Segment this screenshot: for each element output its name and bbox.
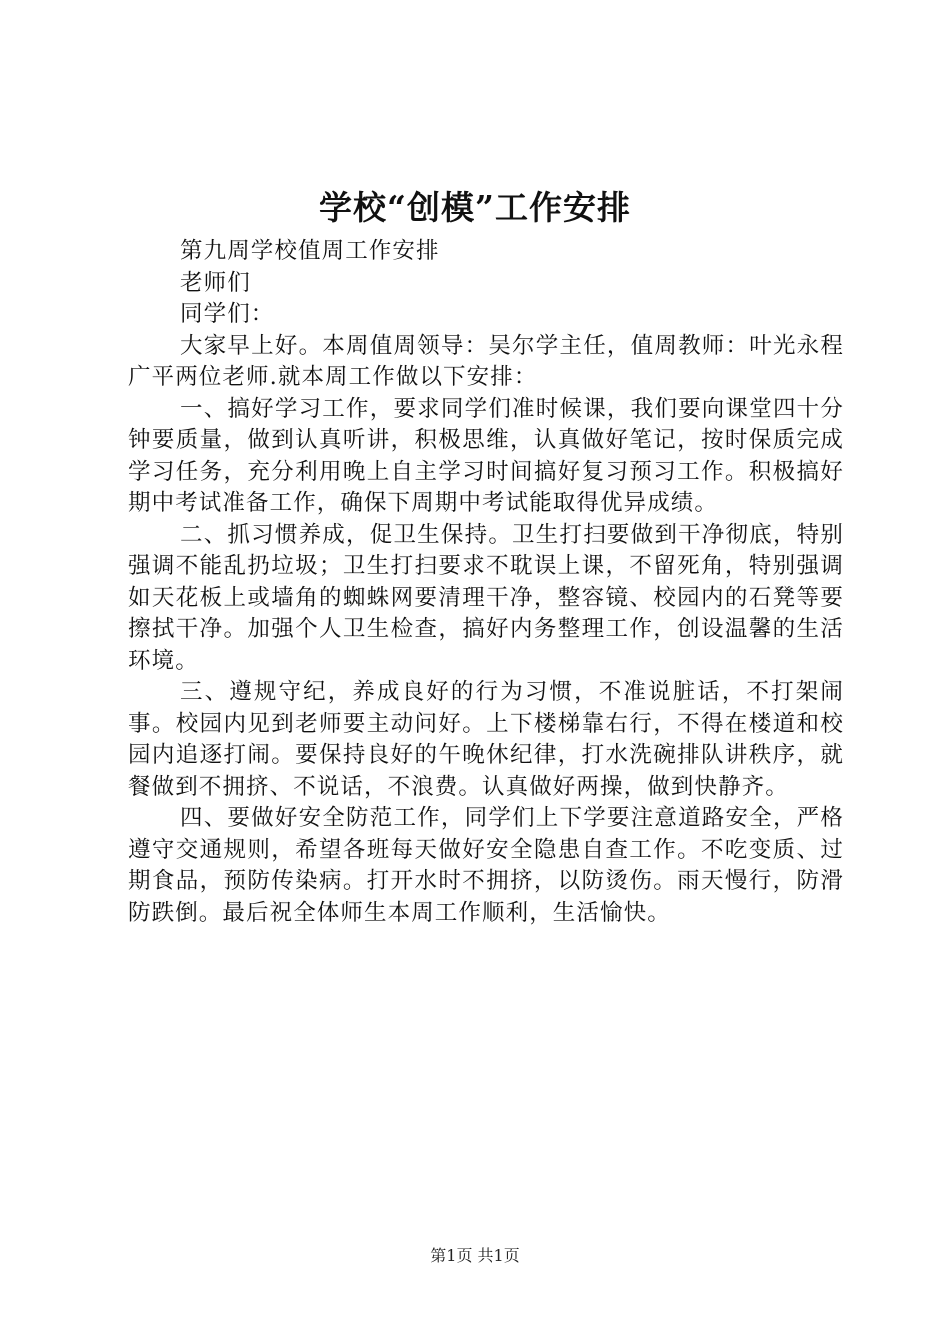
paragraph-item-safety: 四、要做好安全防范工作，同学们上下学要注意道路安全，严格遵守交通规则，希望各班每天做好安全隐患自查工作。不吃变质、过期食品，预防传染病。打开水时不拥挤，以防烫伤。雨天慢行，防滑防跌倒。最后祝全体师生本周工作顺利，生活愉快。 <box>128 805 844 926</box>
paragraph-week-heading: 第九周学校值周工作安排 <box>180 238 440 264</box>
document-title: 学校“创模”工作安排 <box>319 188 631 227</box>
paragraph-item-study: 一、搞好学习工作，要求同学们准时候课，我们要向课堂四十分钟要质量，做到认真听讲，积极思维，认真做好笔记，按时保质完成学习任务，充分利用晚上自主学习时间搞好复习预习工作。积极搞好期中考试准备工作，确保下周期中考试能取得优异成绩。 <box>128 395 844 516</box>
paragraph-greeting-students: 同学们： <box>180 301 275 327</box>
document-body <box>128 236 844 929</box>
paragraph-item-discipline: 三、遵规守纪，养成良好的行为习惯，不准说脏话，不打架闹事。校园内见到老师要主动问好。上下楼梯靠右行，不得在楼道和校园内追逐打闹。要保持良好的午晚休纪律，打水洗碗排队讲秩序，就餐做到不拥挤、不说话，不浪费。认真做好两操，做到快静齐。 <box>128 679 844 800</box>
paragraph-intro: 大家早上好。本周值周领导：吴尔学主任，值周教师：叶光永程广平两位老师.就本周工作做以下安排： <box>128 332 844 390</box>
paragraph-greeting-teachers: 老师们 <box>180 269 251 296</box>
page-footer: 第1页 共1页 <box>430 1246 520 1265</box>
paragraph-item-hygiene: 二、抓习惯养成，促卫生保持。卫生打扫要做到干净彻底，特别强调不能乱扔垃圾；卫生打扫要求不耽误上课，不留死角，特别强调如天花板上或墙角的蜘蛛网要清理干净，整容镜、校园内的石凳等要擦拭干净。加强个人卫生检查，搞好内务整理工作，创设温馨的生活环境。 <box>128 521 844 674</box>
